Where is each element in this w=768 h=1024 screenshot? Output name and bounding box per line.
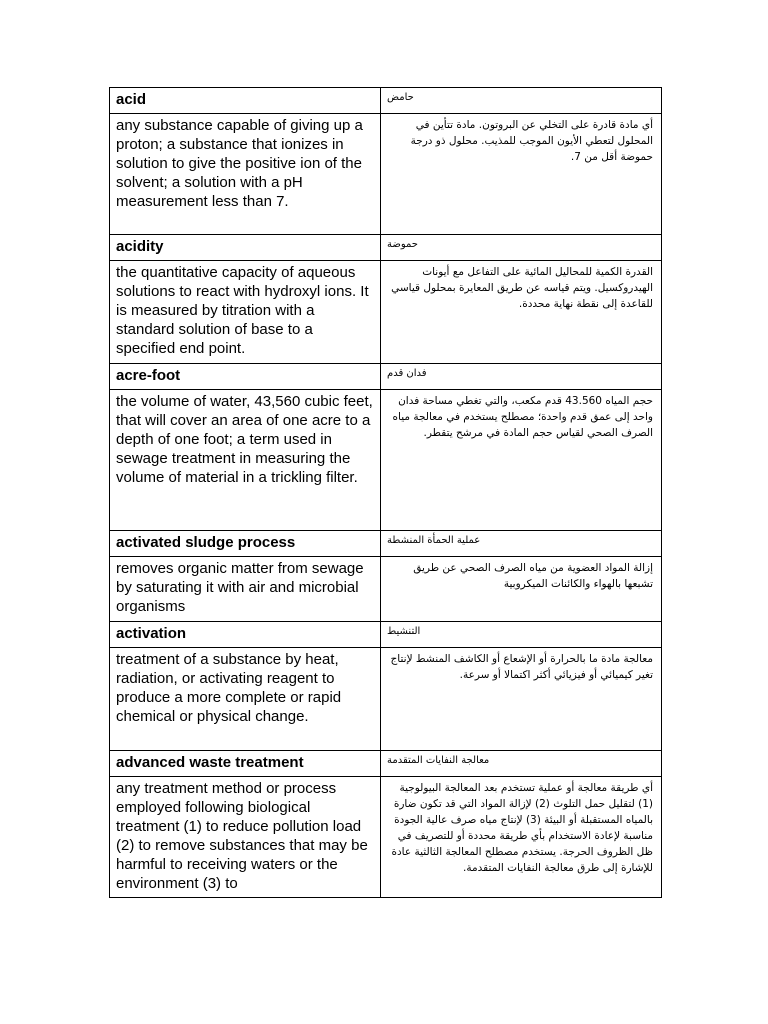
term-ar-cell bbox=[381, 235, 662, 261]
glossary-table bbox=[109, 87, 662, 898]
definition-ar: معالجة مادة ما بالحرارة أو الإشعاع أو الكاشف المنشط لإنتاج تغير كيميائي أو فيزيائي أكثر اكتمالا أو سرعة. bbox=[390, 653, 653, 681]
definition-en: the volume of water, 43,560 cubic feet, that will cover an area of one acre to a depth of one foot; a term used in sewage treatment in measuring the volume of material in a trickling filter. bbox=[116, 393, 373, 486]
term-cell bbox=[110, 235, 381, 261]
definition-cell bbox=[110, 557, 381, 622]
term-cell bbox=[110, 751, 381, 777]
definition-cell bbox=[110, 648, 381, 751]
term-row bbox=[110, 751, 662, 777]
definition-en: removes organic matter from sewage by saturating it with air and microbial organisms bbox=[116, 560, 364, 615]
term-en: activated sludge process bbox=[116, 534, 296, 551]
term-row bbox=[110, 622, 662, 648]
term-ar-cell bbox=[381, 364, 662, 390]
term-ar-cell bbox=[381, 622, 662, 648]
definition-row bbox=[110, 261, 662, 364]
term-en: acre-foot bbox=[116, 367, 181, 384]
definition-en: treatment of a substance by heat, radiation, or activating reagent to produce a more complete or rapid chemical or physical change. bbox=[116, 651, 342, 725]
term-ar: حموضة bbox=[387, 239, 418, 250]
definition-en: any substance capable of giving up a proton; a substance that ionizes in solution to give the positive ion of the solvent; a solution with a pH measurement less than 7. bbox=[116, 117, 363, 210]
term-ar-cell bbox=[381, 751, 662, 777]
definition-cell bbox=[110, 261, 381, 364]
term-ar: فدان قدم bbox=[387, 368, 427, 379]
definition-row bbox=[110, 114, 662, 235]
definition-ar: حجم المياه 43.560 قدم مكعب، والتي تغطي مساحة فدان واحد إلى عمق قدم واحدة؛ مصطلح يستخدم في معالجة مياه الصرف الصحي لقياس حجم المادة في مرشح يتقطر. bbox=[392, 395, 653, 439]
definition-ar: القدرة الكمية للمحاليل المائية على التفاعل مع أيونات الهيدروكسيل. ويتم قياسه عن طريق المعايرة بمحلول قياسي للقاعدة إلى نقطة نهاية محددة. bbox=[391, 266, 653, 310]
definition-en: the quantitative capacity of aqueous solutions to react with hydroxyl ions. It is measured by titration with a standard solution of base to a specified end point. bbox=[116, 264, 369, 357]
term-en: acid bbox=[116, 91, 147, 108]
definition-cell bbox=[110, 777, 381, 898]
term-ar-cell bbox=[381, 531, 662, 557]
term-row bbox=[110, 531, 662, 557]
definition-ar-cell bbox=[381, 261, 662, 364]
definition-ar-cell bbox=[381, 777, 662, 898]
definition-ar-cell bbox=[381, 114, 662, 235]
term-ar: التنشيط bbox=[387, 626, 421, 637]
definition-row bbox=[110, 557, 662, 622]
term-ar: معالجة النفايات المتقدمة bbox=[387, 755, 490, 766]
definition-row bbox=[110, 648, 662, 751]
definition-row bbox=[110, 390, 662, 531]
term-row bbox=[110, 235, 662, 261]
definition-ar-cell bbox=[381, 648, 662, 751]
definition-cell bbox=[110, 390, 381, 531]
term-en: activation bbox=[116, 625, 187, 642]
term-ar: عملية الحمأة المنشطة bbox=[387, 535, 481, 546]
term-cell bbox=[110, 622, 381, 648]
term-ar-cell bbox=[381, 88, 662, 114]
definition-ar-cell bbox=[381, 390, 662, 531]
term-row bbox=[110, 88, 662, 114]
term-cell bbox=[110, 364, 381, 390]
definition-en: any treatment method or process employed following biological treatment (1) to reduce pollution load (2) to remove substances that may be harmful to receiving waters or the environment (3) to bbox=[116, 780, 368, 892]
definition-row bbox=[110, 777, 662, 898]
term-ar: حامض bbox=[387, 92, 414, 103]
definition-ar: أي مادة قادرة على التخلي عن البروتون. مادة تتأين في المحلول لتعطي الأيون الموجب للمذيب. محلول ذو درجة حموضة أقل من 7. bbox=[410, 119, 653, 163]
definition-ar: أي طريقة معالجة أو عملية تستخدم بعد المعالجة البيولوجية (1) لتقليل حمل التلوث (2) لإزالة المواد التي قد تكون ضارة بالمياه المستقبلة أو البيئة (3) لإنتاج مياه صرف عالية الجودة مناسبة لإعادة الاستخدام بأي طريقة محددة أو للتصريف في ظل الظروف الحرجة. يستخدم مصطلح المعالجة الثالثية عادة للإشارة إلى طرق معالجة النفايات المتقدمة. bbox=[391, 782, 653, 874]
term-en: advanced waste treatment bbox=[116, 754, 304, 771]
definition-ar: إزالة المواد العضوية من مياه الصرف الصحي عن طريق تشبعها بالهواء والكائنات الميكروبية bbox=[413, 562, 653, 590]
term-cell bbox=[110, 88, 381, 114]
definition-cell bbox=[110, 114, 381, 235]
definition-ar-cell bbox=[381, 557, 662, 622]
term-en: acidity bbox=[116, 238, 164, 255]
term-row bbox=[110, 364, 662, 390]
term-cell bbox=[110, 531, 381, 557]
